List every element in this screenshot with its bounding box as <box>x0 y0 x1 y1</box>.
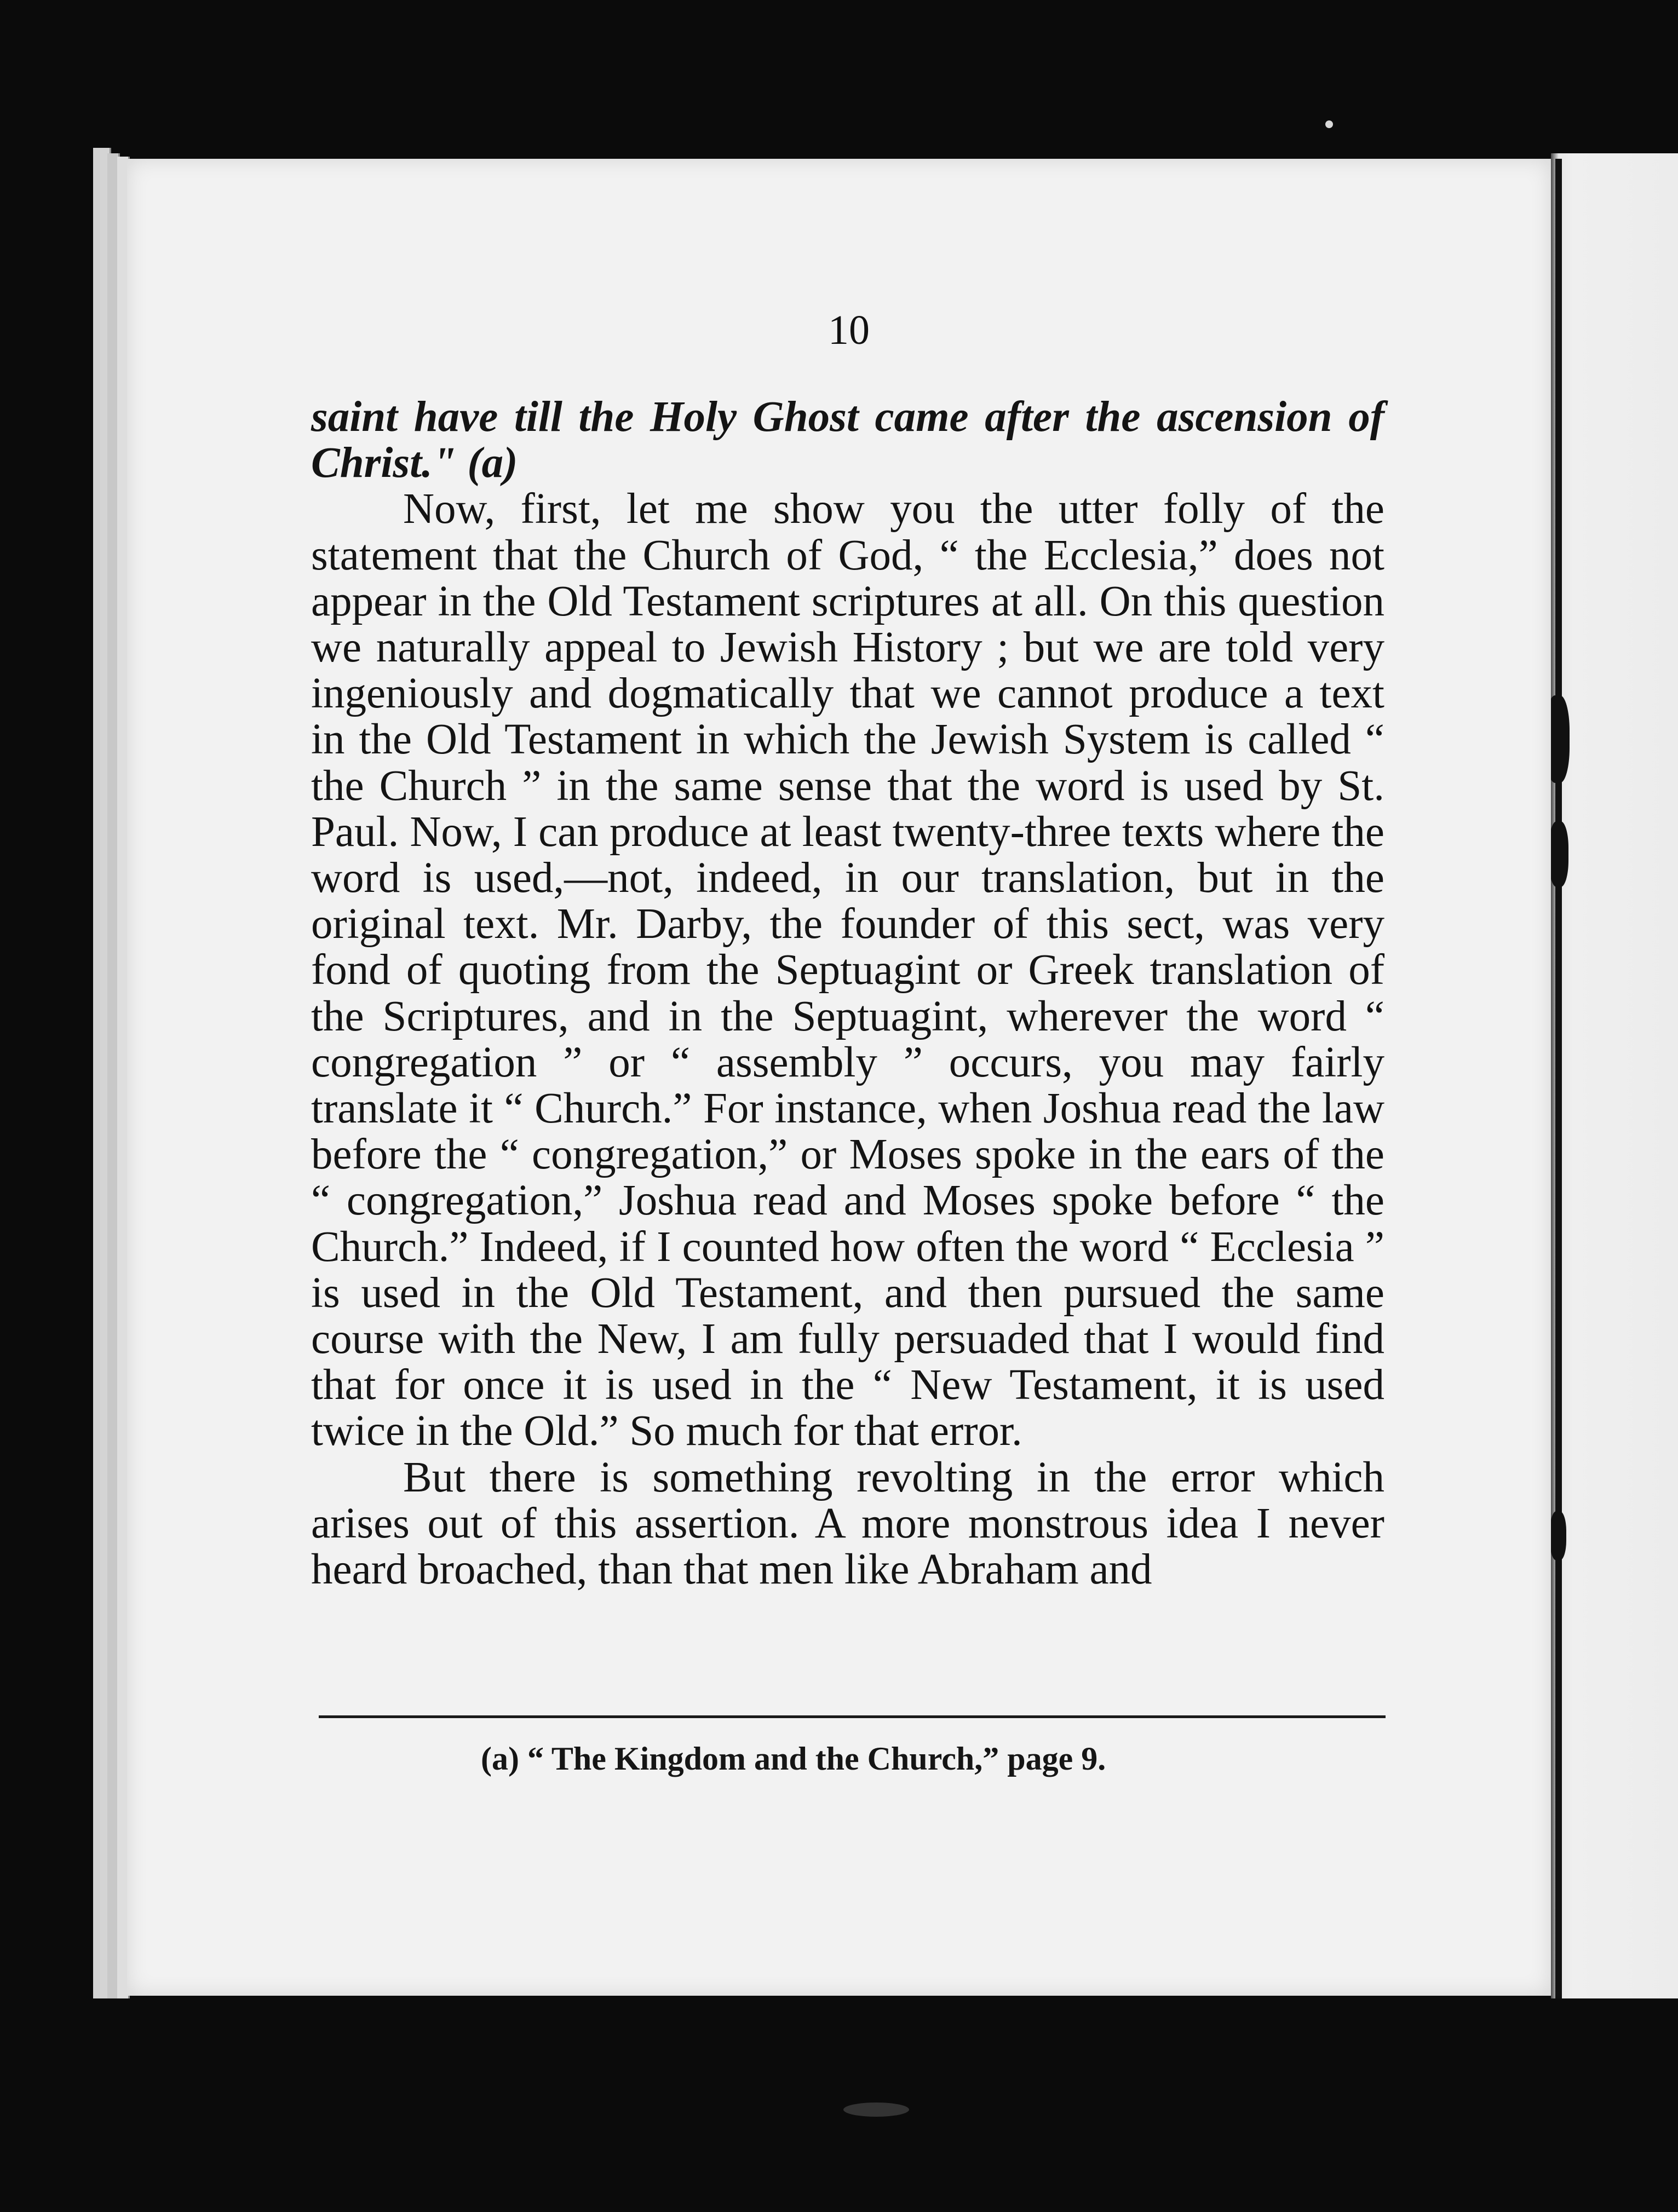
body-text <box>311 394 1384 1593</box>
adjacent-page-edge <box>1551 153 1678 1998</box>
footnote: (a) “ The Kingdom and the Church,” page 9. <box>481 1741 1106 1777</box>
paragraph: Now, first, let me show you the utter folly of the statement that the Church of God, “ the Ecclesia,” does not appear in the Old Testament scriptures at all. On this question we naturally appeal to Jewish History ; but we are told very ingeniously and dogmatically that we cannot produce a text in the Old Testament in which the Jewish System is called “ the Church ” in the same sense that the word is used by St. Paul. Now, I can produce at least twenty-three texts where the word is used,—not, indeed, in our translation, but in the original text. Mr. Darby, the founder of this sect, was very fond of quoting from the Septuagint or Greek translation of the Scriptures, and in the Septuagint, wherever the word “ congregation ” or “ assembly ” occurs, you may fairly translate it “ Church.” For instance, when Joshua read the law before the “ congregation,” or Moses spoke in the ears of the “ congregation,” Joshua read and Moses spoke before “ the Church.” Indeed, if I counted how often the word “ Ecclesia ” is used in the Old Testament, and then pursued the same course with the New, I am fully persuaded that I would find that for once it is used in the “ New Testament, it is used twice in the Old.” So much for that error. <box>311 485 1384 1455</box>
ink-blot <box>1549 821 1568 887</box>
scan-speck <box>843 2102 909 2117</box>
page-number: 10 <box>828 307 870 353</box>
quote-continuation: saint have till the Holy Ghost came after the ascension of Christ." (a) <box>311 393 1384 487</box>
footnote-rule <box>319 1715 1386 1718</box>
paragraph: But there is something revolting in the error which arises out of this assertion. A more monstrous idea I never heard broached, than that men like Abraham and <box>311 1453 1384 1594</box>
ink-blot <box>1550 1511 1566 1560</box>
binding-shadow <box>1555 159 1562 1998</box>
scan-speck <box>1325 120 1333 128</box>
